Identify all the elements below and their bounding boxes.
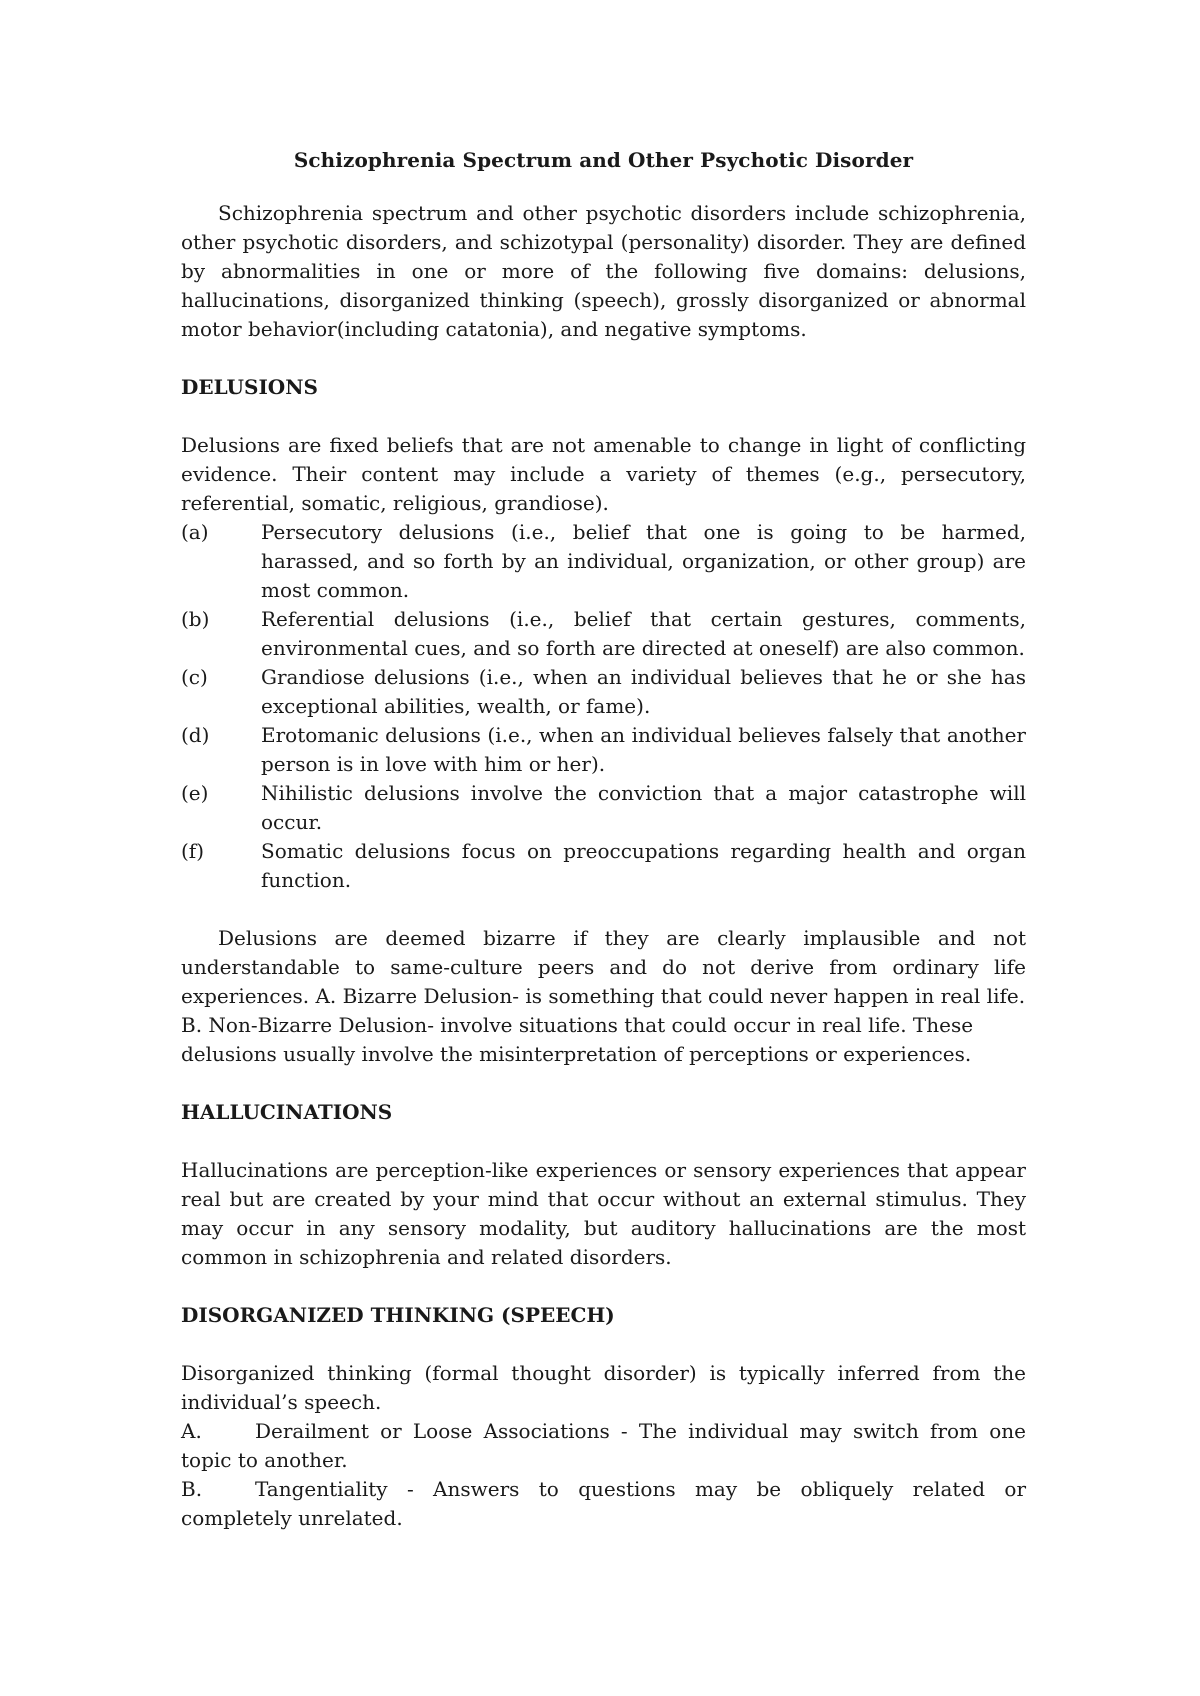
list-text: Nihilistic delusions involve the conviction that a major catastrophe will occur.: [261, 781, 1026, 834]
list-marker: (d): [181, 723, 210, 747]
list-text: Grandiose delusions (i.e., when an individual believes that he or she has exceptional abilities, wealth, or fame).: [261, 665, 1026, 718]
delusions-list: [181, 518, 1026, 895]
disorganized-intro: Disorganized thinking (formal thought disorder) is typically inferred from the individual’s speech.: [181, 1361, 1026, 1414]
list-text: Derailment or Loose Associations - The individual may switch from one topic to another.: [181, 1419, 1026, 1472]
intro-paragraph: Schizophrenia spectrum and other psychotic disorders include schizophrenia, other psychotic disorders, and schizotypal (personality) disorder. They are defined by abnormalities in one or more of the following five domains: delusions, hallucinations, disorganized thinking (speech), grossly disorganized or abnormal motor behavior(including catatonia), and negative symptoms.: [181, 201, 1026, 341]
list-item: [181, 605, 1026, 663]
list-text: Tangentiality - Answers to questions may be obliquely related or completely unrelated.: [181, 1477, 1026, 1530]
disorganized-list: [181, 1417, 1026, 1533]
disorganized-heading: DISORGANIZED THINKING (SPEECH): [181, 1303, 615, 1327]
list-marker: A.: [181, 1419, 202, 1443]
list-marker: (b): [181, 607, 210, 631]
list-text: Referential delusions (i.e., belief that certain gestures, comments, environmental cues, and so forth are directed at oneself) are also common.: [261, 607, 1026, 660]
list-marker: (f): [181, 839, 205, 863]
hallucinations-paragraph: Hallucinations are perception-like experiences or sensory experiences that appear real but are created by your mind that occur without an external stimulus. They may occur in any sensory modality, but auditory hallucinations are the most common in schizophrenia and related disorders.: [181, 1158, 1026, 1269]
non-bizarre-line-1: B. Non-Bizarre Delusion- involve situations that could occur in real life. These: [181, 1013, 974, 1037]
list-marker: (c): [181, 665, 208, 689]
list-text: Erotomanic delusions (i.e., when an individual believes falsely that another person is in love with him or her).: [261, 723, 1026, 776]
list-item: [181, 518, 1026, 605]
non-bizarre-line-2: delusions usually involve the misinterpretation of perceptions or experiences.: [181, 1042, 972, 1066]
delusions-intro: Delusions are fixed beliefs that are not amenable to change in light of conflicting evidence. Their content may include a variety of themes (e.g., persecutory, referential, somatic, religious, grandiose).: [181, 433, 1026, 515]
list-item: [181, 663, 1026, 721]
list-text: Persecutory delusions (i.e., belief that one is going to be harmed, harassed, and so forth by an individual, organization, or other group) are most common.: [261, 520, 1026, 602]
list-marker: B.: [181, 1477, 203, 1501]
list-item: [181, 1475, 1026, 1533]
bizarre-paragraph: Delusions are deemed bizarre if they are clearly implausible and not understandable to same-culture peers and do not derive from ordinary life experiences. A. Bizarre Delusion- is something that could never happen in real life.: [181, 926, 1026, 1008]
list-item: [181, 837, 1026, 895]
list-marker: (e): [181, 781, 209, 805]
list-marker: (a): [181, 520, 209, 544]
list-text: Somatic delusions focus on preoccupations regarding health and organ function.: [261, 839, 1026, 892]
document-page: [181, 146, 1026, 1533]
list-item: [181, 1417, 1026, 1475]
document-title: Schizophrenia Spectrum and Other Psychotic Disorder: [293, 148, 914, 172]
hallucinations-heading: HALLUCINATIONS: [181, 1100, 393, 1124]
list-item: [181, 721, 1026, 779]
delusions-heading: DELUSIONS: [181, 375, 318, 399]
spacer: [181, 895, 1026, 924]
list-item: [181, 779, 1026, 837]
